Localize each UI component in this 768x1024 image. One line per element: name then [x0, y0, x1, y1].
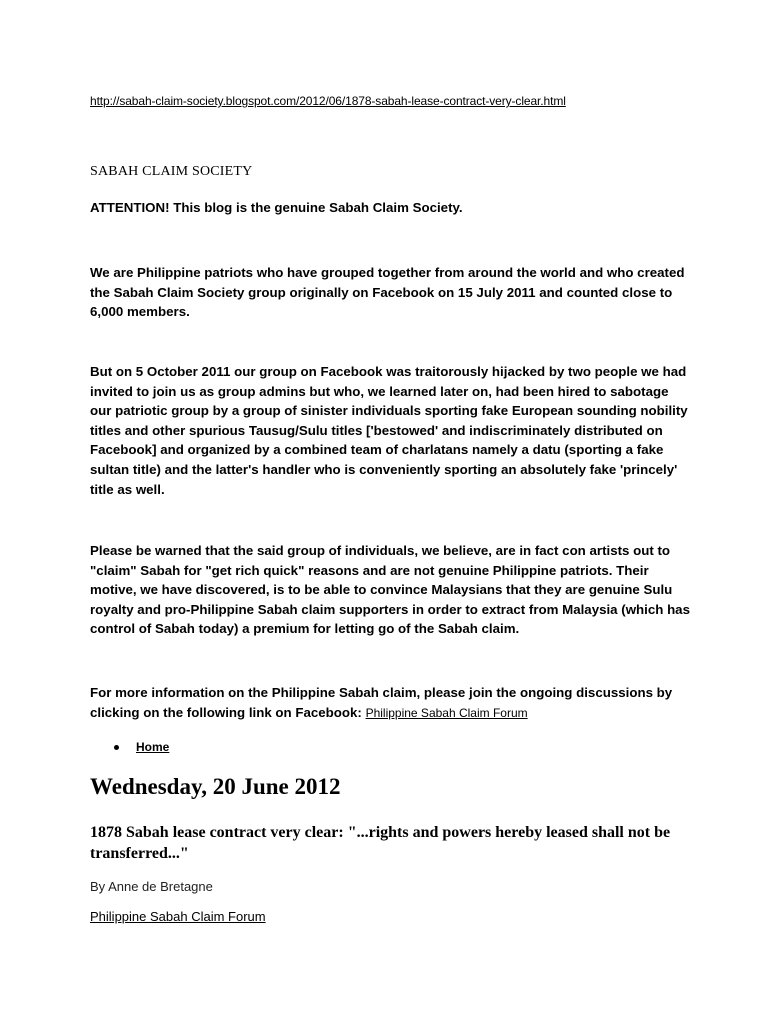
post-byline: By Anne de Bretagne: [90, 879, 213, 894]
forum-link[interactable]: Philippine Sabah Claim Forum: [90, 909, 266, 924]
attention-notice: ATTENTION! This blog is the genuine Sabah Claim Society.: [90, 200, 463, 215]
intro-paragraph-3: Please be warned that the said group of individuals, we believe, are in fact con artists out to "claim" Sabah for "get rich quick" reasons and are not genuine Philippine patriots. Their motive, we have discovered, is to be able to convince Malaysians that they are genuine Sulu royalty and pro-Philippine Sabah claim supporters in order to extract from Malaysia (which has control of Sabah today) a premium for letting go of the Sabah claim.: [90, 543, 690, 637]
post-date: Wednesday, 20 June 2012: [90, 774, 341, 799]
nav-item-home: [90, 740, 169, 754]
home-link[interactable]: Home: [136, 740, 170, 754]
intro-paragraph-4: [90, 683, 690, 723]
post-title: 1878 Sabah lease contract very clear: "...rights and powers hereby leased shall not be transferred...": [90, 824, 671, 862]
bullet-icon: [114, 745, 119, 750]
intro-paragraph-2: But on 5 October 2011 our group on Facebook was traitorously hijacked by two people we had invited to join us as group admins but who, we learned later on, had been hired to sabotage our patriotic group by a group of sinister individuals sporting fake European sounding nobility titles and other spurious Tausug/Sulu titles ['bestowed' and indiscriminately distributed on Facebook] and organized by a combined team of charlatans namely a datu (sporting a fake sultan title) and the latter's handler who is conveniently sporting an absolutely fake 'princely' title as well.: [90, 364, 688, 497]
intro-paragraph-4-text: For more information on the Philippine Sabah claim, please join the ongoing discussions by clicking on the following link on Facebook:: [90, 685, 673, 720]
forum-link-inline[interactable]: Philippine Sabah Claim Forum: [365, 705, 528, 720]
source-url-link[interactable]: http://sabah-claim-society.blogspot.com/2012/06/1878-sabah-lease-contract-very-clear.html: [90, 94, 566, 108]
intro-paragraph-1: We are Philippine patriots who have grouped together from around the world and who created the Sabah Claim Society group originally on Facebook on 15 July 2011 and counted close to 6,000 members.: [90, 265, 685, 320]
society-name: SABAH CLAIM SOCIETY: [90, 164, 253, 179]
nav-list: [90, 740, 169, 754]
